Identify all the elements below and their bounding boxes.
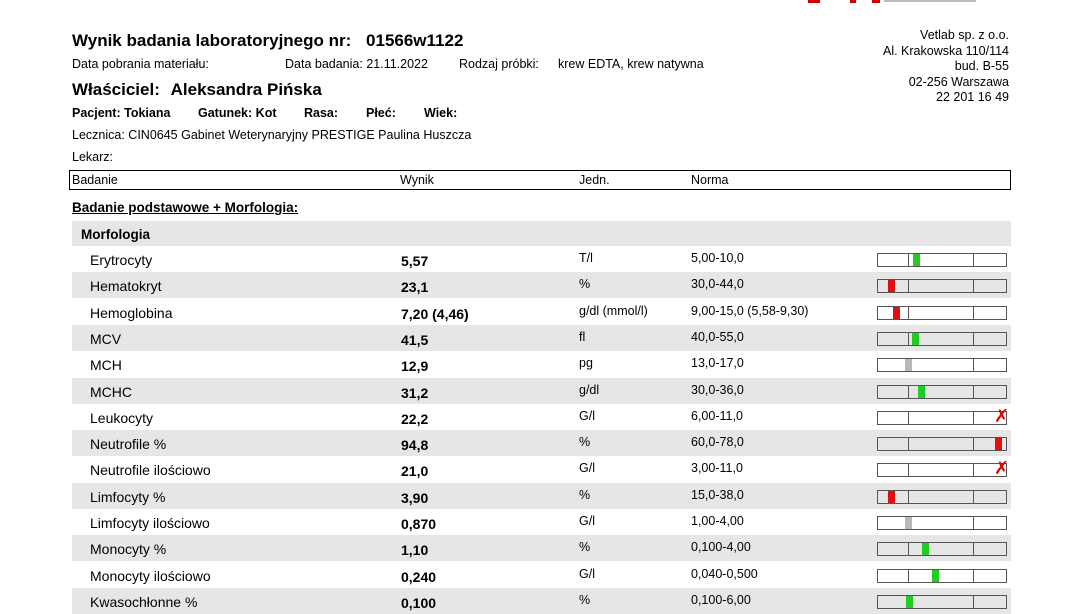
test-unit: G/l — [579, 408, 595, 423]
test-value: 1,10 — [401, 542, 429, 559]
gauge-marker — [905, 359, 912, 371]
range-gauge — [877, 385, 1007, 399]
test-date-label: Data badania: — [285, 57, 363, 71]
owner — [72, 80, 322, 100]
lab-city: 02-256 Warszawa — [908, 74, 1009, 89]
patient-label: Pacjent: — [72, 106, 121, 120]
table-row — [72, 588, 1011, 614]
gauge-tick — [973, 517, 974, 529]
table-row — [72, 456, 1011, 482]
test-value: 5,57 — [401, 253, 429, 269]
test-norm: 60,0-78,0 — [691, 435, 744, 450]
range-gauge — [877, 332, 1007, 346]
gauge-tick — [908, 280, 909, 292]
gauge-tick — [908, 333, 909, 345]
test-norm: 0,100-4,00 — [691, 540, 751, 555]
test-value: 0,870 — [401, 516, 437, 532]
lab-address — [883, 28, 1009, 106]
range-gauge — [877, 253, 1007, 267]
column-result: Wynik — [400, 173, 434, 187]
table-row — [72, 325, 1011, 351]
patient — [72, 106, 170, 120]
gauge-marker — [893, 307, 900, 319]
species-value: Kot — [255, 106, 277, 120]
column-test: Badanie — [72, 173, 118, 187]
report-number: 01566w1122 — [366, 31, 464, 50]
gauge-marker — [913, 254, 920, 266]
test-value: 0,100 — [401, 594, 437, 611]
table-row — [72, 351, 1011, 377]
gauge-tick — [973, 438, 974, 450]
gauge-marker — [995, 438, 1002, 450]
test-norm: 30,0-36,0 — [691, 382, 744, 397]
test-value: 0,240 — [401, 568, 437, 585]
test-norm: 0,100-6,00 — [691, 592, 751, 607]
test-name: Hematokryt — [90, 278, 162, 295]
test-value: 3,90 — [401, 489, 429, 506]
test-name: MCV — [90, 330, 122, 347]
age-label: Wiek: — [424, 106, 458, 120]
test-value: 22,2 — [401, 410, 429, 427]
gauge-tick — [908, 491, 909, 503]
test-unit: G/l — [579, 514, 595, 528]
range-gauge — [877, 358, 1007, 372]
owner-name: Aleksandra Pińska — [170, 80, 322, 99]
test-unit: T/l — [579, 251, 593, 265]
test-unit: g/dl — [579, 382, 600, 397]
gauge-marker — [906, 596, 913, 608]
range-gauge — [877, 279, 1007, 293]
test-name: Neutrofile ilościowo — [90, 462, 211, 479]
lab-street: Al. Krakowska 110/114 — [883, 43, 1009, 58]
gauge-marker — [888, 280, 895, 292]
species — [198, 106, 277, 120]
test-norm: 40,0-55,0 — [691, 329, 744, 344]
report-title — [72, 31, 463, 51]
gauge-tick — [973, 333, 974, 345]
table-row — [72, 378, 1011, 404]
test-name: Monocyty ilościowo — [90, 567, 211, 584]
test-value: 41,5 — [401, 331, 429, 348]
gauge-tick — [973, 412, 974, 424]
test-value: 23,1 — [401, 279, 429, 296]
table-row — [72, 404, 1011, 430]
group-title: Morfologia — [81, 227, 150, 242]
logo-fragment — [884, 0, 976, 2]
report-title-label: Wynik badania laboratoryjnego nr: — [72, 31, 352, 50]
range-gauge — [877, 437, 1007, 451]
test-value: 21,0 — [401, 463, 429, 480]
test-name: Erytrocyty — [90, 252, 153, 268]
test-value: 12,9 — [401, 358, 429, 375]
species-label: Gatunek: — [198, 106, 253, 120]
gauge-tick — [908, 386, 909, 398]
doctor-label: Lekarz: — [72, 150, 113, 164]
test-unit: G/l — [579, 461, 595, 476]
patient-name: Tokiana — [124, 106, 171, 120]
test-unit: % — [579, 540, 591, 555]
test-date — [285, 57, 428, 71]
test-unit: fl — [579, 329, 586, 344]
gauge-marker — [888, 491, 895, 503]
logo-fragment — [872, 0, 880, 3]
sample-type-value: krew EDTA, krew natywna — [558, 57, 704, 71]
test-unit: G/l — [579, 566, 595, 581]
gauge-tick — [908, 412, 909, 424]
clinic-label: Lecznica: — [72, 128, 125, 142]
test-norm: 9,00-15,0 (5,58-9,30) — [691, 303, 809, 318]
clinic-value: CIN0645 Gabinet Weterynaryjny PRESTIGE Paulina Huszcza — [128, 128, 472, 142]
test-unit: pg — [579, 356, 593, 371]
test-name: Limfocyty % — [90, 488, 166, 505]
test-unit: % — [579, 592, 591, 607]
test-unit: % — [579, 277, 591, 292]
sex-label: Płeć: — [366, 106, 396, 120]
lab-name: Vetlab sp. z o.o. — [920, 28, 1009, 42]
gauge-tick — [908, 254, 909, 266]
gauge-tick — [908, 570, 909, 582]
gauge-tick — [973, 359, 974, 371]
column-unit: Jedn. — [579, 173, 610, 187]
test-value: 31,2 — [401, 384, 429, 401]
table-row — [72, 535, 1011, 561]
out-of-range-x-icon: ✗ — [994, 405, 1010, 426]
test-value: 7,20 (4,46) — [401, 305, 469, 322]
logo-fragment — [808, 0, 820, 3]
gauge-marker — [905, 517, 912, 529]
test-norm: 6,00-11,0 — [691, 408, 743, 423]
range-gauge — [877, 490, 1007, 504]
table-row — [72, 509, 1011, 535]
gauge-tick — [973, 570, 974, 582]
test-name: Limfocyty ilościowo — [90, 515, 210, 531]
gauge-tick — [973, 543, 974, 555]
gauge-marker — [922, 543, 929, 555]
test-name: MCHC — [90, 383, 132, 400]
gauge-tick — [908, 543, 909, 555]
gauge-tick — [908, 438, 909, 450]
owner-label: Właściciel: — [72, 80, 160, 99]
test-name: Monocyty % — [90, 541, 167, 558]
table-row — [72, 299, 1011, 325]
gauge-tick — [973, 491, 974, 503]
gauge-marker — [932, 570, 939, 582]
gauge-tick — [908, 464, 909, 476]
column-norm: Norma — [691, 173, 729, 187]
range-gauge — [877, 306, 1007, 320]
gauge-tick — [973, 596, 974, 608]
gauge-tick — [973, 254, 974, 266]
range-gauge — [877, 516, 1007, 530]
table-row — [72, 272, 1011, 298]
test-norm: 15,0-38,0 — [691, 487, 744, 502]
range-gauge — [877, 569, 1007, 583]
test-name: MCH — [90, 357, 122, 374]
section-title: Badanie podstawowe + Morfologia: — [72, 200, 299, 215]
material-date-label: Data pobrania materiału: — [72, 57, 209, 71]
gauge-tick — [973, 280, 974, 292]
gauge-tick — [973, 386, 974, 398]
test-norm: 0,040-0,500 — [691, 566, 758, 581]
test-norm: 30,0-44,0 — [691, 277, 744, 292]
sample-type-label: Rodzaj próbki: — [459, 57, 539, 71]
table-row — [72, 562, 1011, 588]
gauge-marker — [912, 333, 919, 345]
test-name: Neutrofile % — [90, 436, 167, 453]
test-norm: 13,0-17,0 — [691, 356, 744, 371]
lab-phone: 22 201 16 49 — [936, 90, 1009, 105]
test-norm: 3,00-11,0 — [691, 461, 743, 476]
test-unit: % — [579, 435, 591, 450]
test-unit: % — [579, 487, 591, 502]
breed-label: Rasa: — [304, 106, 339, 120]
table-row — [72, 246, 1011, 272]
range-gauge — [877, 463, 1007, 477]
results-column-header — [69, 170, 1011, 190]
out-of-range-x-icon: ✗ — [994, 458, 1010, 479]
lab-building: bud. B-55 — [954, 59, 1009, 74]
test-value: 94,8 — [401, 437, 429, 454]
range-gauge — [877, 542, 1007, 556]
table-row — [72, 430, 1011, 456]
range-gauge — [877, 411, 1007, 425]
gauge-marker — [918, 386, 925, 398]
test-unit: g/dl (mmol/l) — [579, 303, 648, 318]
test-name: Hemoglobina — [90, 304, 173, 321]
test-date-value: 21.11.2022 — [366, 57, 428, 71]
clinic — [72, 128, 471, 142]
gauge-tick — [973, 464, 974, 476]
test-name: Leukocyty — [90, 409, 154, 426]
test-norm: 1,00-4,00 — [691, 514, 744, 528]
test-name: Kwasochłonne % — [90, 593, 198, 610]
gauge-tick — [973, 307, 974, 319]
table-row — [72, 483, 1011, 509]
gauge-tick — [908, 307, 909, 319]
test-norm: 5,00-10,0 — [691, 251, 744, 265]
logo-fragment — [850, 0, 856, 3]
group-header — [72, 221, 1011, 246]
